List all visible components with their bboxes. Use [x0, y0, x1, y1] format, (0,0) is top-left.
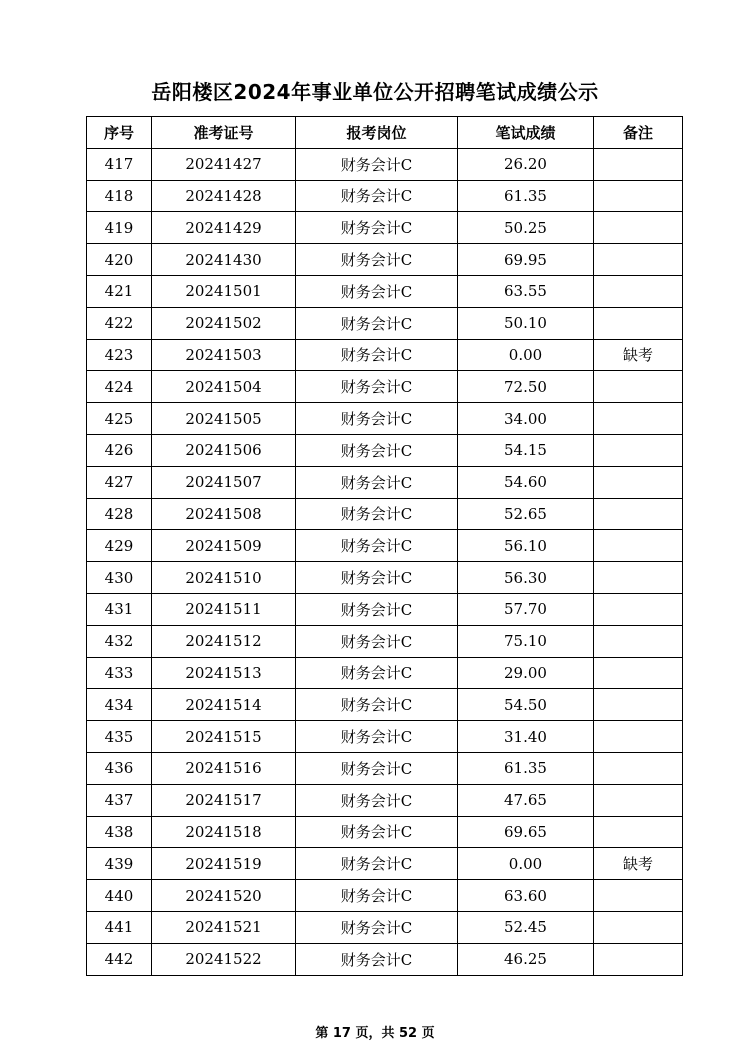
cell-seq: 440 — [87, 880, 152, 912]
cell-score: 75.10 — [458, 625, 594, 657]
cell-position: 财务会计C — [296, 689, 458, 721]
cell-remark — [594, 593, 683, 625]
cell-exam-id: 20241513 — [152, 657, 296, 689]
cell-position: 财务会计C — [296, 752, 458, 784]
cell-exam-id: 20241502 — [152, 307, 296, 339]
cell-position: 财务会计C — [296, 816, 458, 848]
cell-seq: 424 — [87, 371, 152, 403]
table-row — [87, 498, 683, 530]
cell-position: 财务会计C — [296, 880, 458, 912]
cell-position: 财务会计C — [296, 593, 458, 625]
cell-score: 31.40 — [458, 721, 594, 753]
cell-score: 46.25 — [458, 943, 594, 975]
cell-exam-id: 20241516 — [152, 752, 296, 784]
cell-seq: 425 — [87, 403, 152, 435]
table-row — [87, 593, 683, 625]
table-row — [87, 530, 683, 562]
cell-score: 63.60 — [458, 880, 594, 912]
cell-exam-id: 20241507 — [152, 466, 296, 498]
cell-position: 财务会计C — [296, 339, 458, 371]
cell-position: 财务会计C — [296, 148, 458, 180]
cell-seq: 427 — [87, 466, 152, 498]
table-row — [87, 816, 683, 848]
cell-seq: 435 — [87, 721, 152, 753]
cell-seq: 431 — [87, 593, 152, 625]
cell-position: 财务会计C — [296, 371, 458, 403]
cell-position: 财务会计C — [296, 784, 458, 816]
cell-seq: 433 — [87, 657, 152, 689]
cell-remark: 缺考 — [594, 339, 683, 371]
cell-score: 50.25 — [458, 212, 594, 244]
cell-remark — [594, 498, 683, 530]
cell-remark — [594, 148, 683, 180]
cell-seq: 437 — [87, 784, 152, 816]
cell-score: 52.45 — [458, 911, 594, 943]
cell-seq: 418 — [87, 180, 152, 212]
cell-score: 26.20 — [458, 148, 594, 180]
cell-position: 财务会计C — [296, 530, 458, 562]
table-header-row — [87, 117, 683, 149]
cell-position: 财务会计C — [296, 244, 458, 276]
cell-score: 56.10 — [458, 530, 594, 562]
table-row — [87, 752, 683, 784]
cell-seq: 420 — [87, 244, 152, 276]
cell-exam-id: 20241520 — [152, 880, 296, 912]
table-row — [87, 689, 683, 721]
cell-exam-id: 20241506 — [152, 434, 296, 466]
cell-remark — [594, 816, 683, 848]
cell-seq: 417 — [87, 148, 152, 180]
cell-exam-id: 20241510 — [152, 562, 296, 594]
cell-position: 财务会计C — [296, 721, 458, 753]
cell-remark — [594, 275, 683, 307]
cell-score: 52.65 — [458, 498, 594, 530]
cell-seq: 421 — [87, 275, 152, 307]
cell-remark — [594, 466, 683, 498]
cell-remark — [594, 307, 683, 339]
cell-seq: 432 — [87, 625, 152, 657]
cell-remark — [594, 689, 683, 721]
cell-seq: 441 — [87, 911, 152, 943]
table-row — [87, 625, 683, 657]
cell-exam-id: 20241512 — [152, 625, 296, 657]
table-row — [87, 434, 683, 466]
cell-score: 69.65 — [458, 816, 594, 848]
cell-position: 财务会计C — [296, 625, 458, 657]
cell-exam-id: 20241514 — [152, 689, 296, 721]
cell-remark — [594, 784, 683, 816]
table-row — [87, 403, 683, 435]
cell-exam-id: 20241521 — [152, 911, 296, 943]
cell-exam-id: 20241508 — [152, 498, 296, 530]
table-row — [87, 943, 683, 975]
header-score: 笔试成绩 — [458, 117, 594, 149]
table-row — [87, 721, 683, 753]
cell-score: 54.15 — [458, 434, 594, 466]
cell-seq: 436 — [87, 752, 152, 784]
table-row — [87, 371, 683, 403]
table-row — [87, 562, 683, 594]
cell-seq: 442 — [87, 943, 152, 975]
cell-score: 0.00 — [458, 339, 594, 371]
cell-score: 57.70 — [458, 593, 594, 625]
cell-exam-id: 20241509 — [152, 530, 296, 562]
cell-position: 财务会计C — [296, 848, 458, 880]
cell-seq: 423 — [87, 339, 152, 371]
header-remark: 备注 — [594, 117, 683, 149]
table-body — [87, 148, 683, 975]
cell-exam-id: 20241430 — [152, 244, 296, 276]
cell-remark: 缺考 — [594, 848, 683, 880]
cell-remark — [594, 625, 683, 657]
cell-position: 财务会计C — [296, 498, 458, 530]
cell-remark — [594, 371, 683, 403]
cell-position: 财务会计C — [296, 212, 458, 244]
cell-exam-id: 20241511 — [152, 593, 296, 625]
cell-seq: 429 — [87, 530, 152, 562]
cell-score: 29.00 — [458, 657, 594, 689]
table-row — [87, 212, 683, 244]
cell-remark — [594, 244, 683, 276]
table-row — [87, 148, 683, 180]
table-row — [87, 911, 683, 943]
header-seq: 序号 — [87, 117, 152, 149]
cell-score: 54.50 — [458, 689, 594, 721]
cell-remark — [594, 562, 683, 594]
cell-position: 财务会计C — [296, 434, 458, 466]
cell-exam-id: 20241428 — [152, 180, 296, 212]
cell-exam-id: 20241429 — [152, 212, 296, 244]
cell-exam-id: 20241504 — [152, 371, 296, 403]
cell-seq: 439 — [87, 848, 152, 880]
cell-score: 61.35 — [458, 180, 594, 212]
table-row — [87, 275, 683, 307]
cell-remark — [594, 180, 683, 212]
table-row — [87, 784, 683, 816]
table-row — [87, 244, 683, 276]
cell-seq: 438 — [87, 816, 152, 848]
cell-exam-id: 20241505 — [152, 403, 296, 435]
page-title: 岳阳楼区2024年事业单位公开招聘笔试成绩公示 — [151, 80, 599, 104]
cell-remark — [594, 434, 683, 466]
cell-score: 50.10 — [458, 307, 594, 339]
cell-score: 69.95 — [458, 244, 594, 276]
cell-exam-id: 20241517 — [152, 784, 296, 816]
cell-position: 财务会计C — [296, 275, 458, 307]
table-row — [87, 880, 683, 912]
cell-score: 72.50 — [458, 371, 594, 403]
table-row — [87, 848, 683, 880]
cell-exam-id: 20241515 — [152, 721, 296, 753]
cell-position: 财务会计C — [296, 911, 458, 943]
table-row — [87, 657, 683, 689]
cell-position: 财务会计C — [296, 657, 458, 689]
cell-seq: 428 — [87, 498, 152, 530]
header-exam-id: 准考证号 — [152, 117, 296, 149]
cell-position: 财务会计C — [296, 403, 458, 435]
cell-seq: 434 — [87, 689, 152, 721]
table-row — [87, 307, 683, 339]
score-table — [86, 116, 683, 976]
table-row — [87, 339, 683, 371]
cell-remark — [594, 880, 683, 912]
table-row — [87, 466, 683, 498]
cell-score: 54.60 — [458, 466, 594, 498]
cell-score: 56.30 — [458, 562, 594, 594]
cell-position: 财务会计C — [296, 307, 458, 339]
cell-seq: 422 — [87, 307, 152, 339]
cell-remark — [594, 943, 683, 975]
cell-exam-id: 20241427 — [152, 148, 296, 180]
cell-exam-id: 20241501 — [152, 275, 296, 307]
cell-position: 财务会计C — [296, 180, 458, 212]
cell-remark — [594, 657, 683, 689]
cell-remark — [594, 752, 683, 784]
cell-score: 63.55 — [458, 275, 594, 307]
cell-remark — [594, 911, 683, 943]
cell-exam-id: 20241522 — [152, 943, 296, 975]
cell-position: 财务会计C — [296, 466, 458, 498]
cell-remark — [594, 212, 683, 244]
cell-remark — [594, 721, 683, 753]
cell-score: 34.00 — [458, 403, 594, 435]
cell-exam-id: 20241518 — [152, 816, 296, 848]
cell-remark — [594, 530, 683, 562]
header-position: 报考岗位 — [296, 117, 458, 149]
cell-score: 47.65 — [458, 784, 594, 816]
cell-score: 0.00 — [458, 848, 594, 880]
cell-seq: 430 — [87, 562, 152, 594]
cell-exam-id: 20241519 — [152, 848, 296, 880]
cell-position: 财务会计C — [296, 562, 458, 594]
table-row — [87, 180, 683, 212]
page-footer: 第 17 页，共 52 页 — [315, 1026, 435, 1041]
cell-seq: 426 — [87, 434, 152, 466]
cell-score: 61.35 — [458, 752, 594, 784]
cell-position: 财务会计C — [296, 943, 458, 975]
cell-remark — [594, 403, 683, 435]
cell-exam-id: 20241503 — [152, 339, 296, 371]
cell-seq: 419 — [87, 212, 152, 244]
